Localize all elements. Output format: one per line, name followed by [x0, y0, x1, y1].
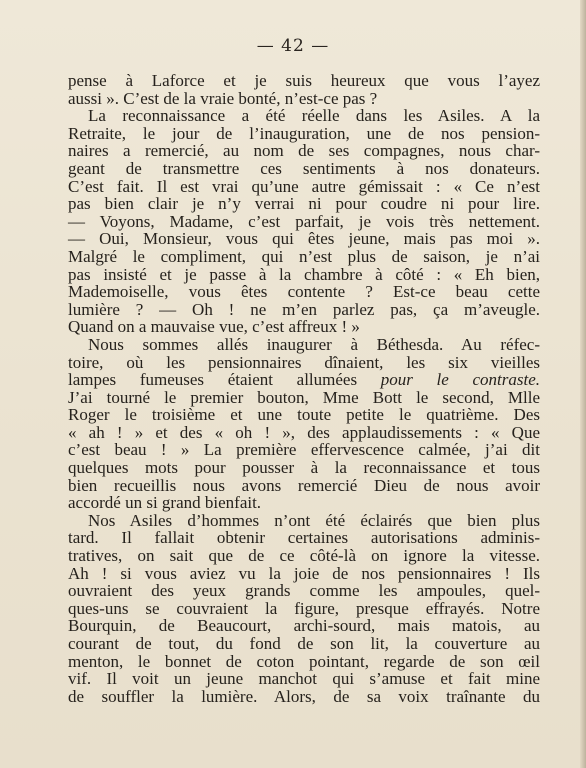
- text-line: La reconnaissance a été réelle dans les Asiles. A la: [88, 106, 540, 126]
- text-line: pas insisté et je passe à la chambre à côté : « Eh bien,: [68, 264, 540, 284]
- text-line: Roger le troisième et une toute petite le quatrième. Des: [68, 405, 540, 425]
- text-line: Nos Asiles d’hommes n’ont été éclairés que bien plus: [88, 510, 540, 530]
- page-spine-edge: [580, 0, 586, 768]
- text-line: bien recueillis nous avons remercié Dieu de nous avoir: [68, 475, 540, 495]
- paragraph-3: [68, 336, 540, 512]
- text-line: pense à Laforce et je suis heureux que vous l’ayez: [68, 71, 540, 90]
- text-line: naires a remercié, au nom de ses compagnes, nous char-: [68, 141, 540, 161]
- text-line: Retraite, le jour de l’inauguration, une de nos pension-: [68, 123, 540, 143]
- page-number: — 42 —: [256, 36, 330, 56]
- text-line: accordé un si grand bienfait.: [68, 493, 262, 513]
- text-line: J’ai tourné le premier bouton, Mme Bott le second, Mlle: [68, 387, 540, 407]
- text-line: [68, 371, 540, 389]
- page-body: [68, 72, 540, 705]
- text-line: toire, où les pensionnaires dînaient, les six vieilles: [68, 352, 540, 372]
- text-line: Nous sommes allés inaugurer à Béthesda. Au réfec-: [88, 334, 540, 354]
- text-line: aussi ». C’est de la vraie bonté, n’est-ce pas ?: [68, 88, 378, 108]
- text-line: pas bien clair je n’y verrai ni pour coudre ni pour lire.: [68, 194, 540, 214]
- text-line: tratives, on sait que de ce côté-là on ignore la vitesse.: [68, 546, 540, 566]
- text-line: ouvraient des yeux grands comme les ampoules, quel-: [68, 581, 540, 601]
- text-line: tard. Il fallait obtenir certaines autorisations adminis-: [68, 528, 540, 548]
- text-line: lumière ? — Oh ! ne m’en parlez pas, ça m’aveugle.: [68, 299, 540, 319]
- italic-phrase: pour le contraste.: [380, 370, 541, 390]
- text-line: courant de tout, du fond de son lit, la couverture au: [68, 634, 540, 653]
- text-line: Malgré le compliment, qui n’est plus de saison, je n’ai: [68, 246, 540, 266]
- text-line: — Voyons, Madame, c’est parfait, je vois très nettement.: [68, 211, 540, 231]
- text-line: c’est beau ! » La première effervescence calmée, j’ai dit: [68, 440, 540, 460]
- text-segment: lampes fumeuses étaient allumées: [68, 370, 358, 390]
- text-line: Bourquin, de Beaucourt, archi-sourd, mais matois, au: [68, 616, 540, 636]
- text-line: Ah ! si vous aviez vu la joie de nos pensionnaires ! Ils: [68, 563, 540, 583]
- text-line: « ah ! » et des « oh ! », des applaudissements : « Que: [68, 422, 540, 442]
- paragraph-1: [68, 72, 540, 107]
- text-line: menton, le bonnet de coton pointant, regarde de son œil: [68, 651, 540, 671]
- text-line: C’est fait. Il est vrai qu’une autre gémissait : « Ce n’est: [68, 176, 540, 196]
- text-line: ques-uns se couvraient la figure, presque effrayés. Notre: [68, 598, 540, 618]
- paragraph-4: [68, 512, 540, 706]
- text-line: Mademoiselle, vous êtes contente ? Est-ce beau cette: [68, 282, 540, 302]
- text-line: geant de transmettre ces sentiments à nos donateurs.: [68, 158, 540, 178]
- text-line: de souffler la lumière. Alors, de sa voix traînante du: [68, 686, 540, 706]
- text-line: — Oui, Monsieur, vous qui êtes jeune, mais pas moi ».: [68, 229, 540, 249]
- paragraph-2: [68, 107, 540, 336]
- text-line: quelques mots pour pousser à la reconnaissance et tous: [68, 458, 540, 478]
- text-line: vif. Il voit un jeune manchot qui s’amuse et fait mine: [68, 669, 540, 689]
- text-line: Quand on a mauvaise vue, c’est affreux ! »: [68, 317, 360, 337]
